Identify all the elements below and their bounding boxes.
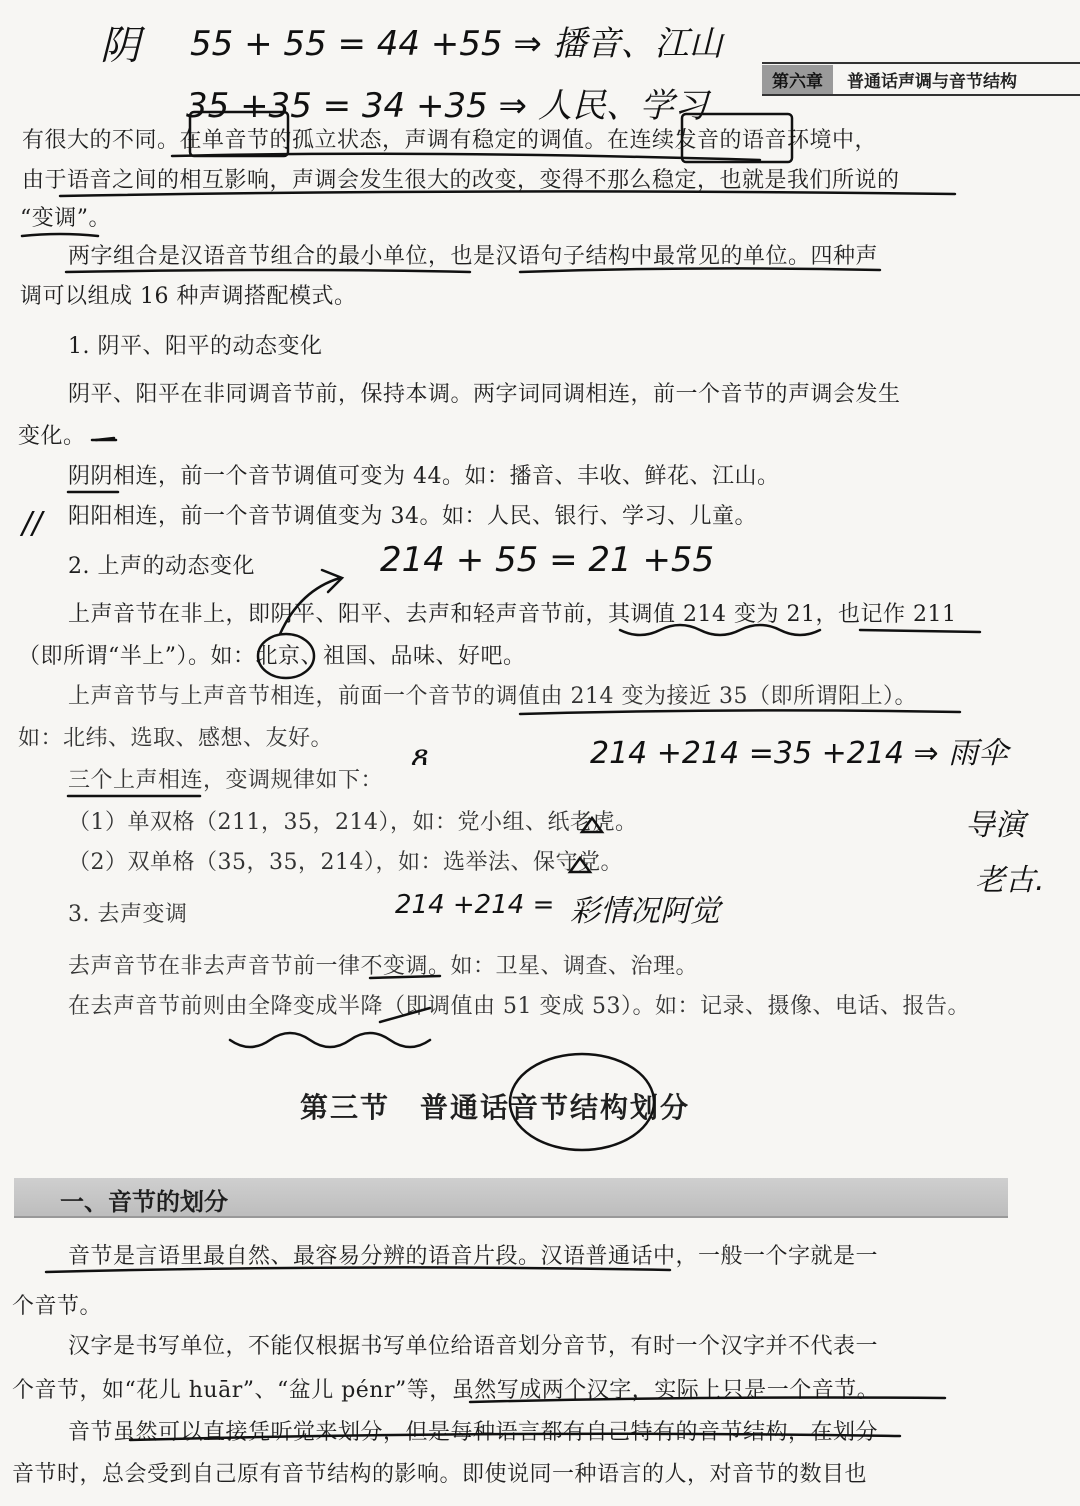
- body-text-line: 有很大的不同。在单音节的孤立状态，声调有稳定的调值。在连续发音的语音环境中，: [22, 128, 878, 153]
- body-text-line: 调可以组成 16 种声调搭配模式。: [20, 284, 357, 309]
- body-text-line: 变化。: [18, 424, 86, 449]
- handwritten-formula-yinping: 55 + 55 = 44 +55 ⇒ 播音、江山: [190, 24, 723, 64]
- body-text-line: 三个上声相连，变调规律如下：: [68, 768, 384, 793]
- body-text-line: 去声音节在非去声音节前一律不变调。如：卫星、调查、治理。: [68, 954, 699, 979]
- handwritten-formula-shangsheng: 214 + 55 = 21 +55: [380, 540, 715, 580]
- body-text-line: 阴阴相连，前一个音节调值可变为 44。如：播音、丰收、鲜花、江山。: [68, 464, 780, 489]
- body-text-line: （2）双单格（35，35，214），如：选举法、保守党。: [68, 850, 623, 875]
- body-text-line: （即所谓“半上”）。如：北京、祖国、品味、好吧。: [18, 644, 526, 669]
- heading-yinping-yangping: 1. 阴平、阳平的动态变化: [68, 334, 323, 359]
- body-text-line: 在去声音节前则由全降变成半降（即调值由 51 变成 53）。如：记录、摄像、电话、报告。: [68, 994, 970, 1019]
- body-text-line: 由于语音之间的相互影响，声调会发生很大的改变，变得不那么稳定，也就是我们所说的: [22, 168, 900, 193]
- body-text-line: 汉字是书写单位，不能仅根据书写单位给语音划分音节，有时一个汉字并不代表一: [68, 1334, 879, 1359]
- handwritten-side-word-2: 老古.: [975, 863, 1045, 898]
- body-text-line: 阴平、阳平在非同调音节前，保持本调。两字词同调相连，前一个音节的声调会发生: [68, 382, 901, 407]
- body-text-line: 音节虽然可以直接凭听觉来划分，但是每种语言都有自己特有的音节结构，在划分: [68, 1420, 879, 1445]
- dash-mark: [96, 438, 114, 440]
- handwritten-formula-yangping: 35 +35 = 34 +35 ⇒ 人民、学习: [186, 86, 708, 126]
- underline-mark: [22, 234, 98, 236]
- arrow-mark: [322, 570, 342, 592]
- body-text-line: “变调”。: [20, 206, 111, 231]
- body-text-line: （1）单双格（211，35，214），如：党小组、纸老虎。: [68, 810, 638, 835]
- underline-mark: [860, 630, 980, 632]
- chapter-tag: 第六章: [762, 65, 833, 94]
- handwritten-double-mark: //: [22, 506, 43, 541]
- subsection-title: 一、音节的划分: [60, 1188, 228, 1216]
- body-text-line: 个音节。: [12, 1294, 103, 1319]
- handwritten-cross-mark: ጸ: [410, 738, 428, 773]
- body-text-line: 音节时，总会受到自己原有音节结构的影响。即使说同一种语言的人，对音节的数目也: [12, 1462, 868, 1487]
- body-text-line: 上声音节与上声音节相连，前面一个音节的调值由 214 变为接近 35（即所谓阳上）。: [68, 684, 917, 709]
- body-text-line: 两字组合是汉语音节组合的最小单位，也是汉语句子结构中最常见的单位。四种声: [68, 244, 879, 269]
- body-text-line: 如：北纬、选取、感想、友好。: [18, 726, 334, 751]
- handwritten-formula-qusheng-words: 彩情况阿觉: [570, 894, 720, 929]
- section-title: 第三节 普通话音节结构划分: [300, 1091, 691, 1124]
- handwritten-formula-qusheng: 214 +214 =: [395, 890, 555, 920]
- heading-shangsheng: 2. 上声的动态变化: [68, 554, 255, 579]
- body-text-line: 阳阳相连，前一个音节调值变为 34。如：人民、银行、学习、儿童。: [68, 504, 757, 529]
- body-text-line: 个音节，如“花儿 huār”、“盆儿 pénr”等，虽然写成两个汉字，实际上只是一个音节。: [12, 1378, 880, 1403]
- handwritten-label: 阴: [100, 23, 140, 69]
- heading-qusheng: 3. 去声变调: [68, 902, 188, 927]
- body-text-line: 音节是言语里最自然、最容易分辨的语音片段。汉语普通话中，一般一个字就是一: [68, 1244, 879, 1269]
- handwritten-side-word-1: 导演: [965, 808, 1025, 843]
- body-text-line: 上声音节在非上，即阴平、阳平、去声和轻声音节前，其调值 214 变为 21，也记作 211: [68, 602, 957, 627]
- handwritten-formula-three-shang: 214 +214 =35 +214 ⇒ 雨伞: [590, 736, 1009, 771]
- wavy-underline-mark: [230, 1033, 430, 1047]
- chapter-title: 普通话声调与音节结构: [847, 71, 1017, 92]
- chapter-header: [762, 62, 1080, 96]
